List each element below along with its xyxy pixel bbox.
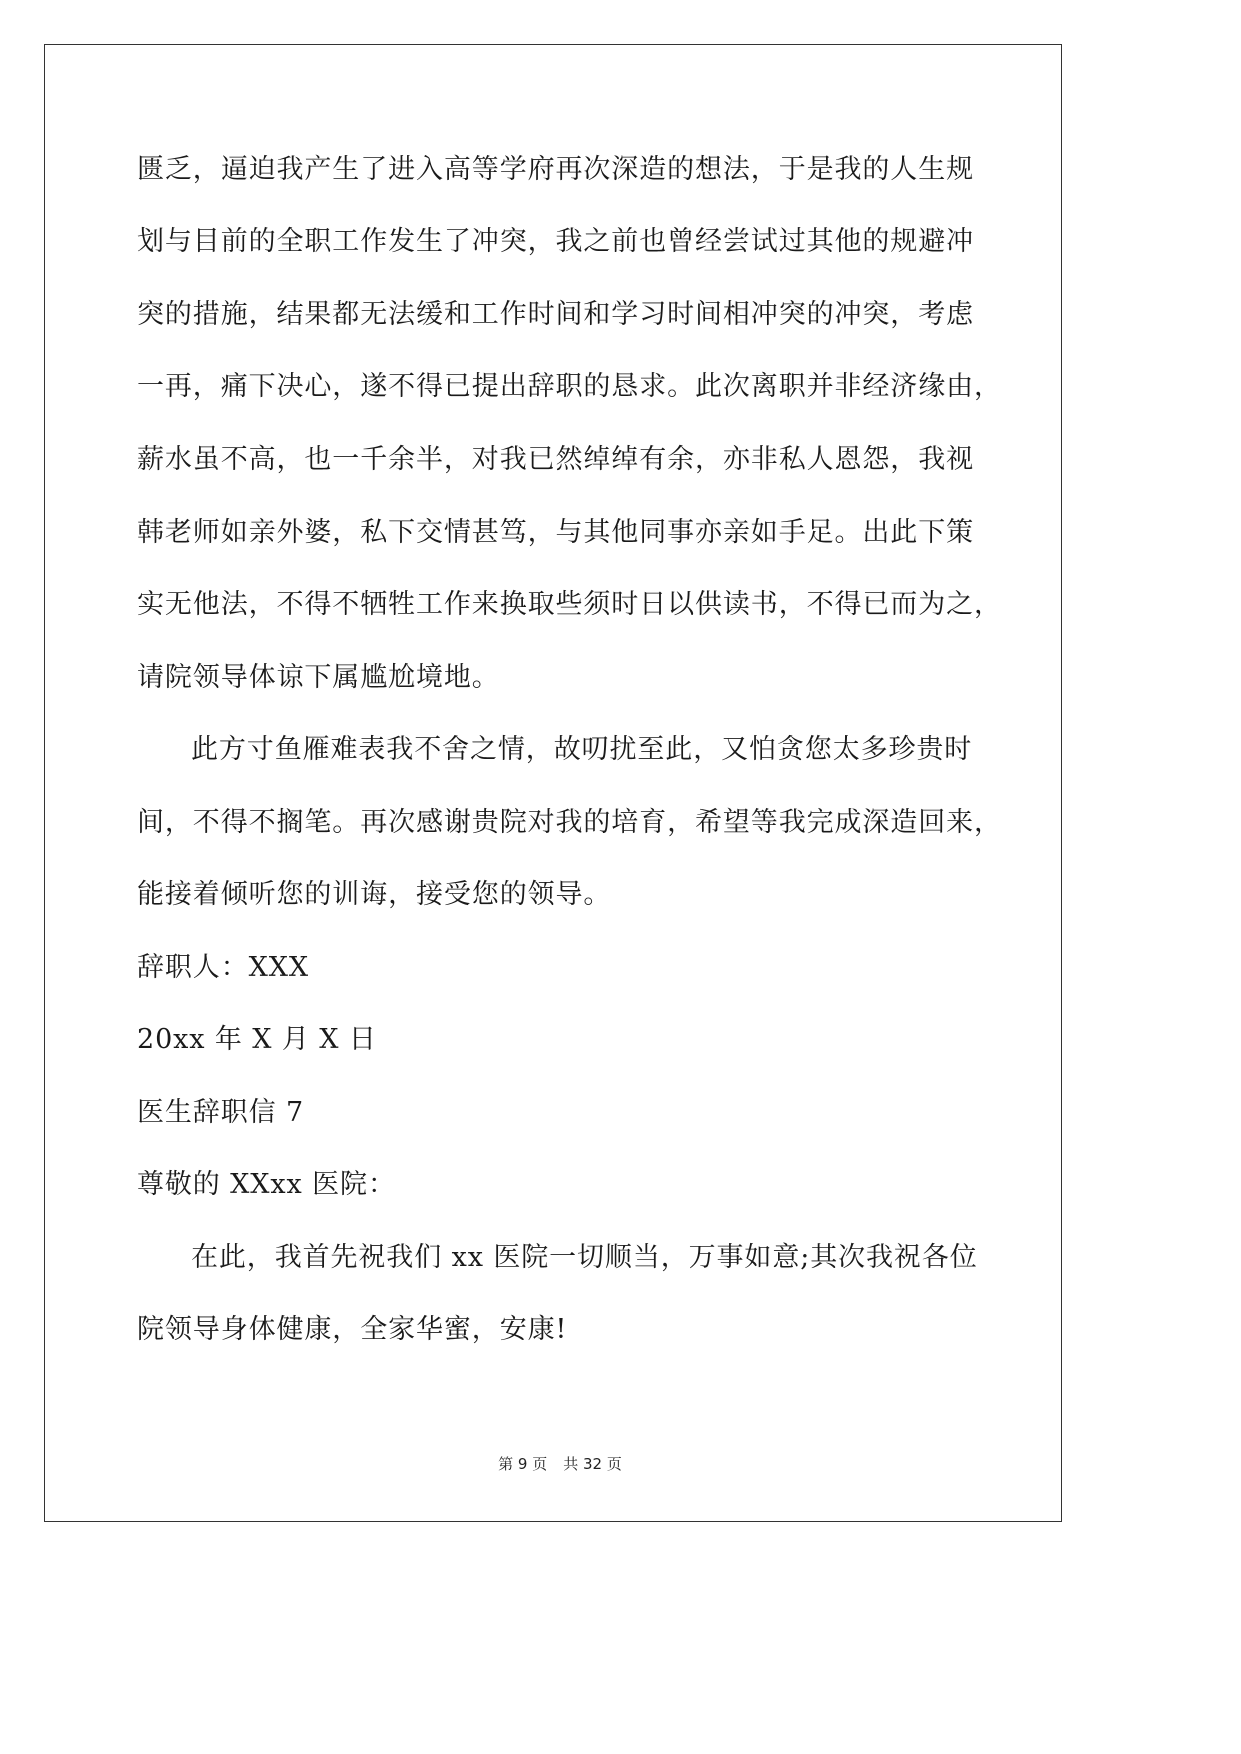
body-line: 薪水虽不高，也一千余半，对我已然绰绰有余，亦非私人恩怨，我视 [137, 444, 974, 475]
date-line: 20xx 年 X 月 X 日 [137, 1024, 377, 1055]
body-line: 此方寸鱼雁难表我不舍之情，故叨扰至此，又怕贪您太多珍贵时 [191, 734, 973, 765]
page-border [44, 44, 1062, 1522]
letter-title: 医生辞职信 7 [137, 1097, 305, 1128]
salutation: 尊敬的 XXxx 医院： [137, 1169, 396, 1200]
page-total: 共 32 页 [563, 1455, 622, 1473]
body-line: 实无他法，不得不牺牲工作来换取些须时日以供读书，不得已而为之， [137, 589, 1002, 620]
body-line: 韩老师如亲外婆，私下交情甚笃，与其他同事亦亲如手足。出此下策 [137, 517, 974, 548]
page-footer [0, 1454, 1120, 1474]
body-line: 能接着倾听您的训诲，接受您的领导。 [137, 879, 612, 910]
body-line: 院领导身体健康，全家华蜜，安康! [137, 1314, 568, 1345]
body-line: 间，不得不搁笔。再次感谢贵院对我的培育，希望等我完成深造回来， [137, 807, 1002, 838]
body-line: 在此，我首先祝我们 xx 医院一切顺当，万事如意;其次我祝各位 [191, 1242, 978, 1273]
body-line: 匮乏，逼迫我产生了进入高等学府再次深造的想法，于是我的人生规 [137, 154, 974, 185]
signature-line: 辞职人：XXX [137, 952, 309, 983]
body-line: 请院领导体谅下属尴尬境地。 [137, 662, 500, 693]
body-line: 突的措施，结果都无法缓和工作时间和学习时间相冲突的冲突，考虑 [137, 299, 974, 330]
body-line: 划与目前的全职工作发生了冲突，我之前也曾经尝试过其他的规避冲 [137, 226, 974, 257]
body-line: 一再，痛下决心，遂不得已提出辞职的恳求。此次离职并非经济缘由， [137, 371, 1002, 402]
page-number: 第 9 页 [498, 1455, 548, 1473]
